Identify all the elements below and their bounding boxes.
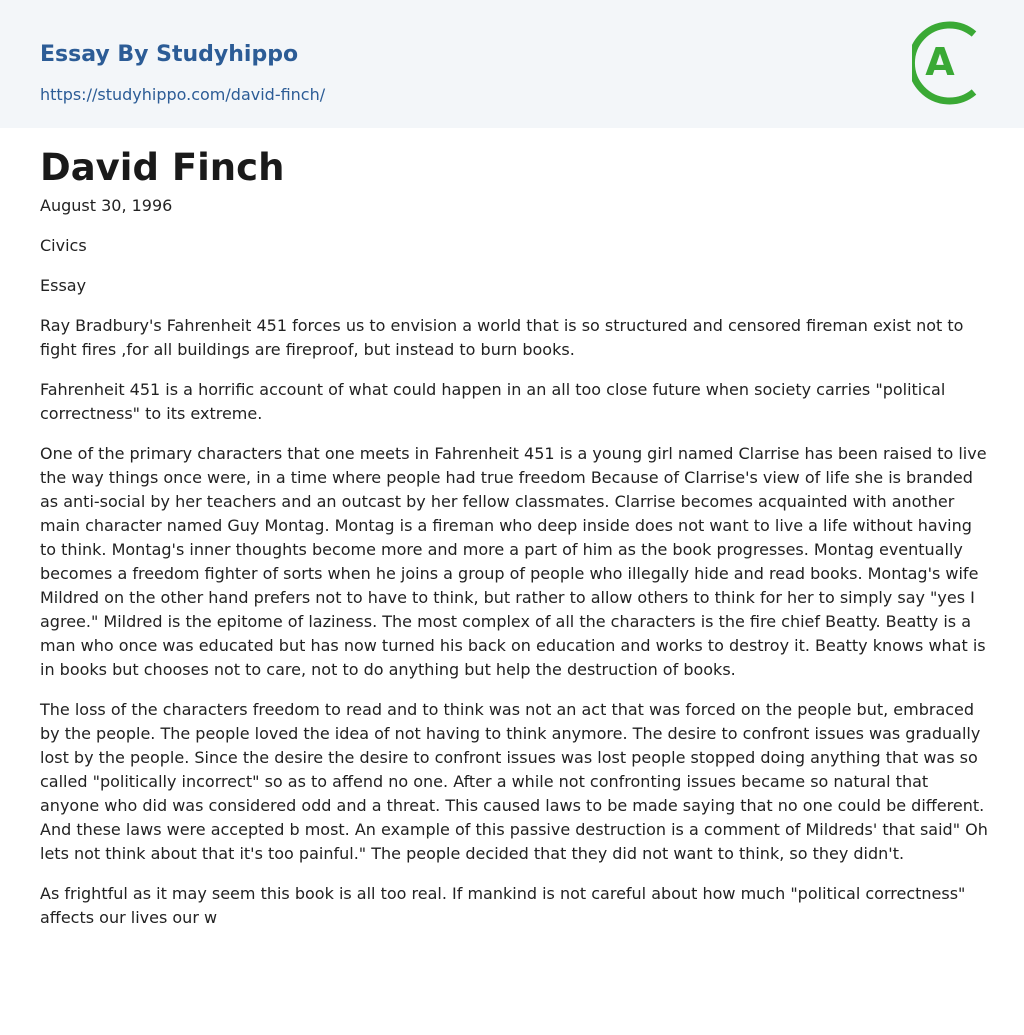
- essay-paragraph: Fahrenheit 451 is a horrific account of what could happen in an all too close future when society carries "political correctness" to its extreme.: [40, 380, 946, 423]
- essay-body: [40, 314, 988, 946]
- essay-paragraph: The loss of the characters freedom to read and to think was not an act that was forced on the people but, embraced by the people. The people loved the idea of not having to think anymore. The desire to confront issues was gradually lost by the people. Since the desire the desire to confront issues was lost people stopped doing anything that was so called "politically incorrect" so as to affend no one. After a while not confronting issues became so natural that anyone who did was considered odd and a threat. This caused laws to be made saying that no one could be different. And these laws were accepted b most. An example of this passive destruction is a comment of Mildreds' that said" Oh lets not think about that it's too painful." The people decided that they did not want to think, so they didn't.: [40, 700, 988, 863]
- studyhippo-logo-icon[interactable]: [912, 18, 988, 108]
- essay-paragraph: As frightful as it may seem this book is all too real. If mankind is not careful about how much "political correctness" affects our lives our w: [40, 884, 966, 927]
- essay-date: August 30, 1996: [40, 196, 173, 215]
- essay-paragraph: Ray Bradbury's Fahrenheit 451 forces us to envision a world that is so structured and censored fireman exist not to fight fires ,for all buildings are fireproof, but instead to burn books.: [40, 316, 964, 359]
- logo-letter: A: [925, 40, 955, 84]
- source-url-link[interactable]: https://studyhippo.com/david-finch/: [40, 85, 326, 104]
- essay-paragraph: One of the primary characters that one meets in Fahrenheit 451 is a young girl named Clarrise has been raised to live the way things once were, in a time where people had true freedom Because of Clarrise's view of life she is branded as anti-social by her teachers and an outcast by her fellow classmates. Clarrise becomes acquainted with another main character named Guy Montag. Montag is a fireman who deep inside does not want to live a life without having to think. Montag's inner thoughts become more and more a part of him as the book progresses. Montag eventually becomes a freedom fighter of sorts when he joins a group of people who illegally hide and read books. Montag's wife Mildred on the other hand prefers not to have to think, but rather to allow others to think for her to simply say "yes I agree." Mildred is the epitome of laziness. The most complex of all the characters is the fire chief Beatty. Beatty is a man who once was educated but has now turned his back on education and works to destroy it. Beatty knows what is in books but chooses not to care, not to do anything but help the destruction of books.: [40, 444, 987, 679]
- essay-type: Essay: [40, 276, 87, 295]
- essay-category: Civics: [40, 236, 87, 255]
- page-title: David Finch: [40, 146, 285, 189]
- brand-title[interactable]: Essay By Studyhippo: [40, 42, 299, 67]
